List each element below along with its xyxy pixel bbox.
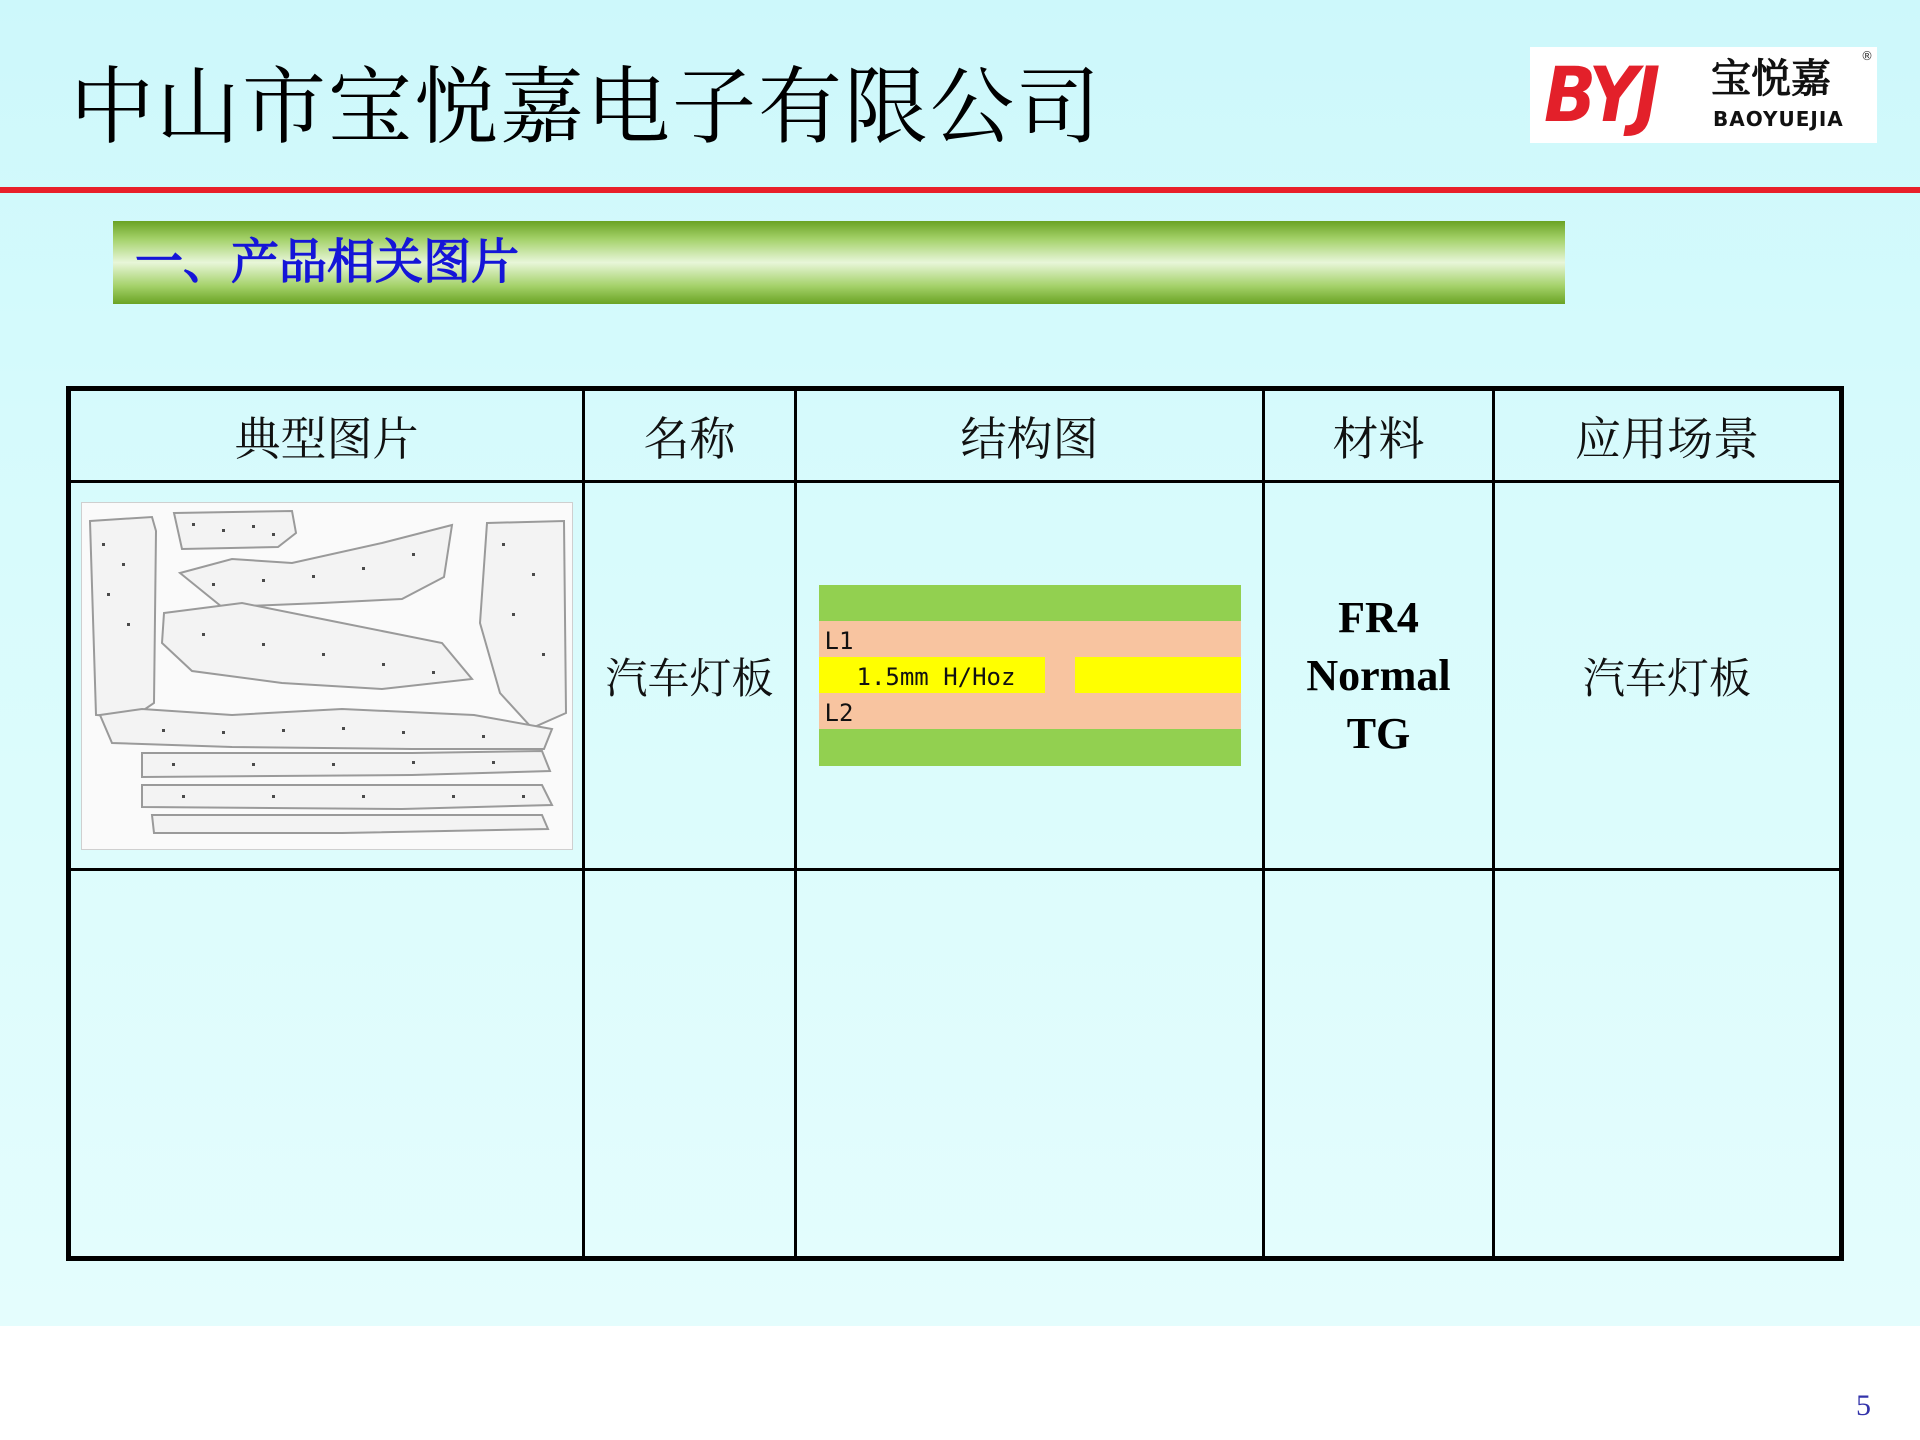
material-line: FR4 bbox=[1338, 592, 1419, 642]
logo-mark: BYJ bbox=[1544, 50, 1657, 139]
header-application: 应用场景 bbox=[1494, 389, 1842, 482]
stackup-core-gap bbox=[1045, 657, 1075, 693]
application-cell bbox=[1494, 482, 1842, 870]
table-header-row bbox=[69, 389, 1842, 482]
application-text: 汽车灯板 bbox=[1582, 653, 1751, 703]
logo-english-name: BAOYUEJIA bbox=[1713, 107, 1844, 131]
typical-image-cell bbox=[69, 870, 584, 1259]
header-material: 材料 bbox=[1264, 389, 1494, 482]
company-title: 中山市宝悦嘉电子有限公司 bbox=[70, 58, 1103, 156]
material-cell bbox=[1264, 482, 1494, 870]
logo-chinese-name: 宝悦嘉 bbox=[1711, 56, 1831, 102]
header-divider bbox=[0, 187, 1920, 193]
material-line: Normal bbox=[1306, 650, 1451, 700]
section-banner bbox=[113, 221, 1565, 304]
page-number: 5 bbox=[1856, 1389, 1871, 1422]
material-text bbox=[1265, 589, 1492, 763]
stackup-label-l2: L2 bbox=[824, 699, 854, 727]
product-name-cell bbox=[584, 482, 796, 870]
stackup-l1-layer bbox=[819, 621, 1241, 657]
product-name-cell bbox=[584, 870, 796, 1259]
material-cell bbox=[1264, 870, 1494, 1259]
pcb-outline-drawing bbox=[82, 503, 572, 849]
stackup-label-l1: L1 bbox=[824, 627, 854, 655]
structure-cell bbox=[796, 870, 1264, 1259]
stackup-l2-layer bbox=[819, 693, 1241, 729]
stackup-diagram bbox=[819, 585, 1241, 766]
header-name: 名称 bbox=[584, 389, 796, 482]
header-typical-image: 典型图片 bbox=[69, 389, 584, 482]
application-cell bbox=[1494, 870, 1842, 1259]
section-title: 一、产品相关图片 bbox=[135, 234, 520, 290]
company-logo bbox=[1530, 47, 1877, 143]
product-name: 汽车灯板 bbox=[605, 653, 774, 703]
structure-cell bbox=[796, 482, 1264, 870]
table-row bbox=[69, 482, 1842, 870]
material-line: TG bbox=[1346, 708, 1411, 758]
stackup-top-green bbox=[819, 585, 1241, 621]
table-row bbox=[69, 870, 1842, 1259]
registered-mark: ® bbox=[1861, 49, 1873, 63]
header-structure: 结构图 bbox=[796, 389, 1264, 482]
product-table bbox=[66, 386, 1844, 1261]
pcb-board-image bbox=[81, 502, 573, 850]
stackup-label-core: 1.5mm H/Hoz bbox=[856, 663, 1016, 691]
typical-image-cell bbox=[69, 482, 584, 870]
stackup-bottom-green bbox=[819, 729, 1241, 766]
